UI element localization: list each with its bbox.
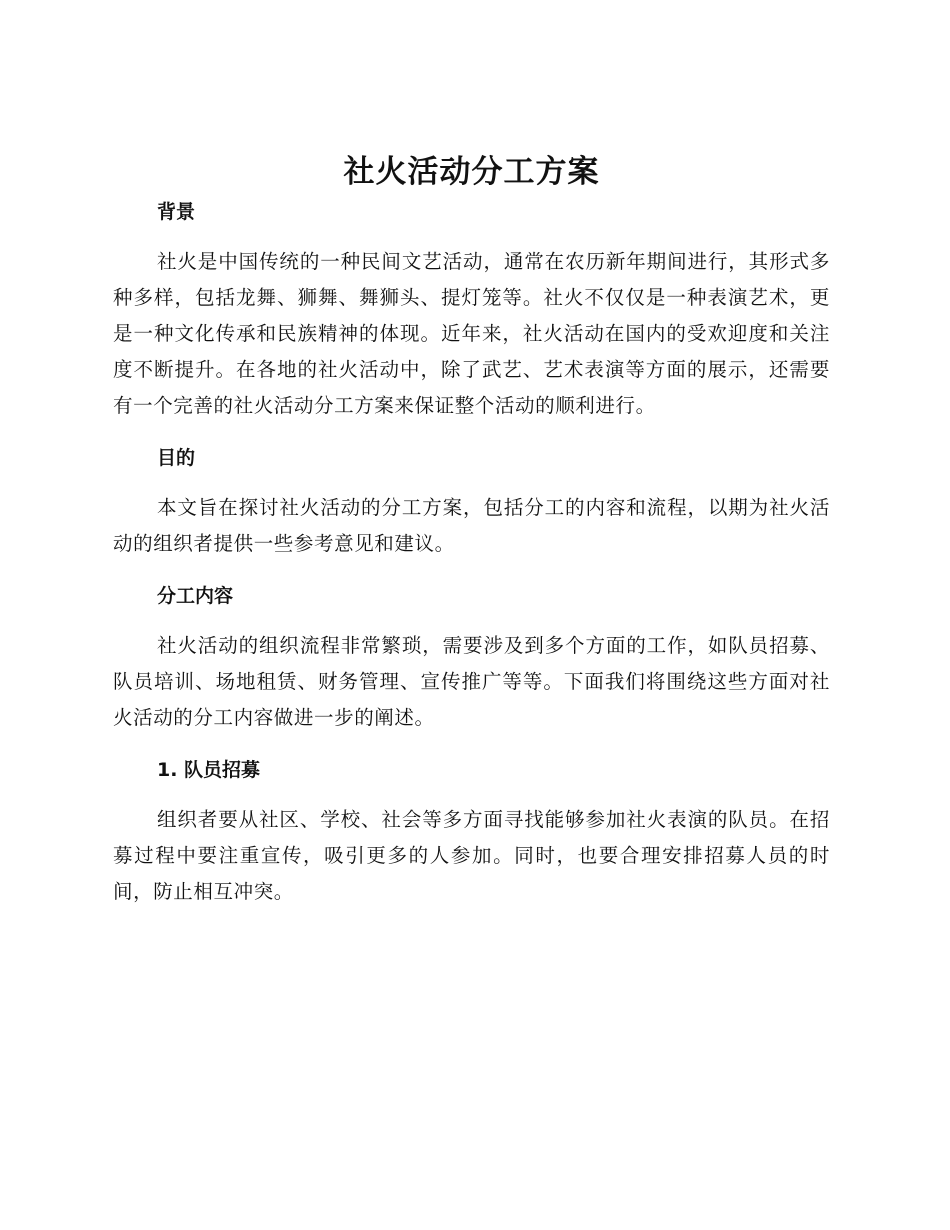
section-purpose (113, 444, 830, 562)
section-paragraph: 本文旨在探讨社火活动的分工方案，包括分工的内容和流程，以期为社火活动的组织者提供一些参考意见和建议。 (113, 496, 830, 555)
section-heading: 背景 (157, 201, 196, 223)
section-paragraph: 社火活动的组织流程非常繁琐，需要涉及到多个方面的工作，如队员招募、队员培训、场地租赁、财务管理、宣传推广等等。下面我们将围绕这些方面对社火活动的分工内容做进一步的阐述。 (113, 634, 830, 729)
document-page (113, 150, 830, 930)
section-paragraph: 社火是中国传统的一种民间文艺活动，通常在农历新年期间进行，其形式多种多样，包括龙舞、狮舞、舞狮头、提灯笼等。社火不仅仅是一种表演艺术，更是一种文化传承和民族精神的体现。近年来，社火活动在国内的受欢迎度和关注度不断提升。在各地的社火活动中，除了武艺、艺术表演等方面的展示，还需要有一个完善的社火活动分工方案来保证整个活动的顺利进行。 (113, 250, 830, 417)
section-heading: 目的 (157, 447, 196, 469)
section-heading: 1. 队员招募 (157, 759, 261, 781)
section-background (113, 198, 830, 424)
section-heading: 分工内容 (157, 585, 234, 607)
section-member-recruitment (113, 756, 830, 910)
document-title: 社火活动分工方案 (343, 154, 600, 190)
section-paragraph: 组织者要从社区、学校、社会等多方面寻找能够参加社火表演的队员。在招募过程中要注重宣传，吸引更多的人参加。同时，也要合理安排招募人员的时间，防止相互冲突。 (113, 808, 830, 903)
section-division-content (113, 582, 830, 736)
